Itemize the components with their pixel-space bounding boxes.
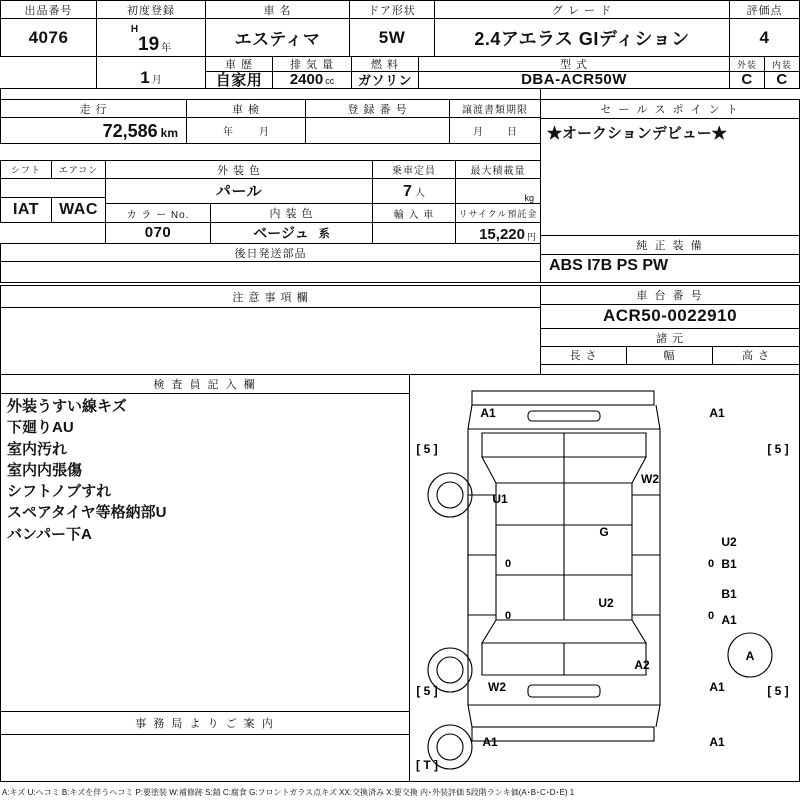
mark-label: A1 [709,735,725,749]
seats-value: 7 [403,183,412,200]
recycle-label: リサイクル預託金 [455,203,541,223]
mark-label: [ 5 ] [767,684,789,698]
mark-label: A1 [721,613,737,627]
mark-label: U1 [492,492,508,506]
first-reg-value [96,19,206,57]
transfer-value-cell [449,117,541,144]
mark-label: [ T ] [416,758,438,772]
inspector-line: バンパー下A [7,525,92,543]
mark-label: [ 5 ] [416,684,438,698]
inspector-line: シフトノブすれ [7,483,112,501]
import-label: 輸 入 車 [372,203,456,223]
model-value: DBA-ACR50W [418,71,730,89]
door-value: 5W [349,19,435,57]
aircon-value: WAC [51,197,106,223]
mark-label: [ 5 ] [416,442,438,456]
mark-label: U2 [721,535,737,549]
mark-label: W2 [488,680,506,694]
length-label: 長 さ [540,346,627,365]
mark-label: [ 5 ] [767,442,789,456]
int-grade-value: C [764,71,800,89]
ext-color-label: 外 装 色 [105,160,373,179]
car-name-value: エスティマ [205,19,350,57]
shaken-label: 車 検 [186,99,306,118]
mark-label: B1 [721,587,737,601]
mark-label: 0 [504,610,512,622]
inspector-lines [1,393,409,545]
shaken-year-unit: 年 [223,126,233,138]
mark-label: A1 [709,680,725,694]
caution-body [0,307,541,375]
seats-label: 乗車定員 [372,160,456,179]
int-color-suffix: 系 [318,227,330,240]
mark-label: B1 [721,557,737,571]
inspector-title: 検 査 員 記 入 欄 [0,374,410,394]
inspector-line: 室内内張傷 [7,461,83,479]
displacement-unit: cc [325,76,335,86]
fuel-value: ガソリン [351,71,419,89]
inspector-line: 室内汚れ [7,440,68,458]
ext-grade-value: C [729,71,765,89]
width-label: 幅 [626,346,713,365]
first-reg-era: H [130,24,139,35]
shift-value: IAT [0,197,52,223]
aircon-label: エアコン [51,160,106,179]
mark-label: 0 [707,610,715,622]
car-name-label: 車 名 [205,0,350,19]
seats-value-cell [372,178,456,204]
equip-title: 純 正 装 備 [540,235,800,255]
car-damage-diagram [410,375,799,781]
sales-point-body [540,118,800,236]
int-color-value: ベージュ [253,224,309,241]
sales-point-text: ★オークションデビュー★ [547,125,727,142]
grade-value: 2.4アエラス GIディション [434,19,730,57]
first-reg-month-unit: 月 [151,75,162,86]
transfer-month-unit: 月 [473,126,483,138]
seats-unit: 人 [414,188,425,199]
first-reg-year: 19 [138,34,160,55]
shift-aircon-spacer [0,178,106,198]
transfer-day-unit: 日 [507,126,517,138]
office-body [0,734,410,782]
int-color-value-cell [210,222,373,244]
inspector-line: スペアタイヤ等格納部U [7,504,167,522]
damage-diagram-panel [409,374,800,782]
chassis-value: ACR50-0022910 [540,304,800,329]
reg-no-value [305,117,450,144]
recycle-unit: 円 [526,232,536,242]
fuel-label: 燃 料 [351,56,419,72]
inspector-line: 下廻りAU [7,419,74,437]
lot-no-label: 出品番号 [0,0,97,19]
lot-no-value: 4076 [0,19,97,57]
reg-no-label: 登 録 番 号 [305,99,450,118]
mark-label: A1 [482,735,498,749]
color-no-value: 070 [105,222,211,244]
first-reg-month-cell [96,56,206,89]
model-label: 型 式 [418,56,730,72]
recycle-value: 15,220 [479,226,525,243]
shaken-value-cell [186,117,306,144]
mark-label: U2 [598,596,614,610]
import-value [372,222,456,244]
displacement-value-cell [272,71,352,89]
later-parts-value [0,261,541,283]
score-value: 4 [729,19,800,57]
chassis-label: 車 台 番 号 [540,285,800,305]
mark-label: A1 [480,406,496,420]
inspector-line: 外装うすい線キズ [7,398,127,415]
later-parts-label: 後日発送部品 [0,243,541,262]
mark-label: G [599,525,609,539]
mileage-value: 72,586 [102,121,158,141]
legend-footer: A:キズ U:ヘコミ B:キズを伴うヘコミ P:要塗装 W:補修跡 S:錆 C:腐食 G:フロントガラス点キズ XX:交換済み X:要交換 内･外装評価 5段階ランキ価(A･B･C･D･E) 1 [2,788,575,797]
mark-label: 0 [504,558,512,570]
max-load-label: 最大積載量 [455,160,541,179]
first-reg-month: 1 [140,68,150,87]
displacement-value: 2400 [289,71,324,88]
history-value: 自家用 [205,71,273,89]
mileage-unit: km [160,126,178,140]
dimension-label: 諸 元 [540,328,800,347]
mark-label: 0 [707,558,715,570]
mileage-label: 走 行 [0,99,187,118]
shift-label: シフト [0,160,52,179]
grade-label: グ レ ー ド [434,0,730,19]
history-label: 車 歴 [205,56,273,72]
color-no-label: カ ラ ー No. [105,203,211,223]
displacement-label: 排 気 量 [272,56,352,72]
sales-point-title: セ ー ル ス ポ イ ン ト [540,99,800,119]
int-color-label: 内 装 色 [210,203,373,223]
score-label: 評価点 [729,0,800,19]
mark-label: W2 [641,472,659,486]
equip-body [540,254,800,283]
mark-label: A1 [709,406,725,420]
max-load-value-cell [455,178,541,204]
mark-label: A2 [634,658,650,672]
door-label: ドア形状 [349,0,435,19]
height-label: 高 さ [712,346,800,365]
transfer-label: 譲渡書類期限 [449,99,541,118]
office-title: 事 務 局 よ り ご 案 内 [0,711,410,735]
recycle-value-cell [455,222,541,244]
caution-title: 注 意 事 項 欄 [0,285,541,308]
equip-text: ABS I7B PS PW [549,257,669,274]
inspector-body [0,393,410,712]
ext-grade-label: 外装 [729,56,765,72]
first-reg-label: 初度登録 [96,0,206,19]
max-load-unit: kg [524,193,534,203]
first-reg-year-unit: 年 [161,43,172,54]
ext-color-value: パール [105,178,373,204]
int-grade-label: 内装 [764,56,800,72]
shaken-month-unit: 月 [259,126,269,138]
mark-label: A [745,649,755,663]
mileage-value-cell [0,117,187,144]
